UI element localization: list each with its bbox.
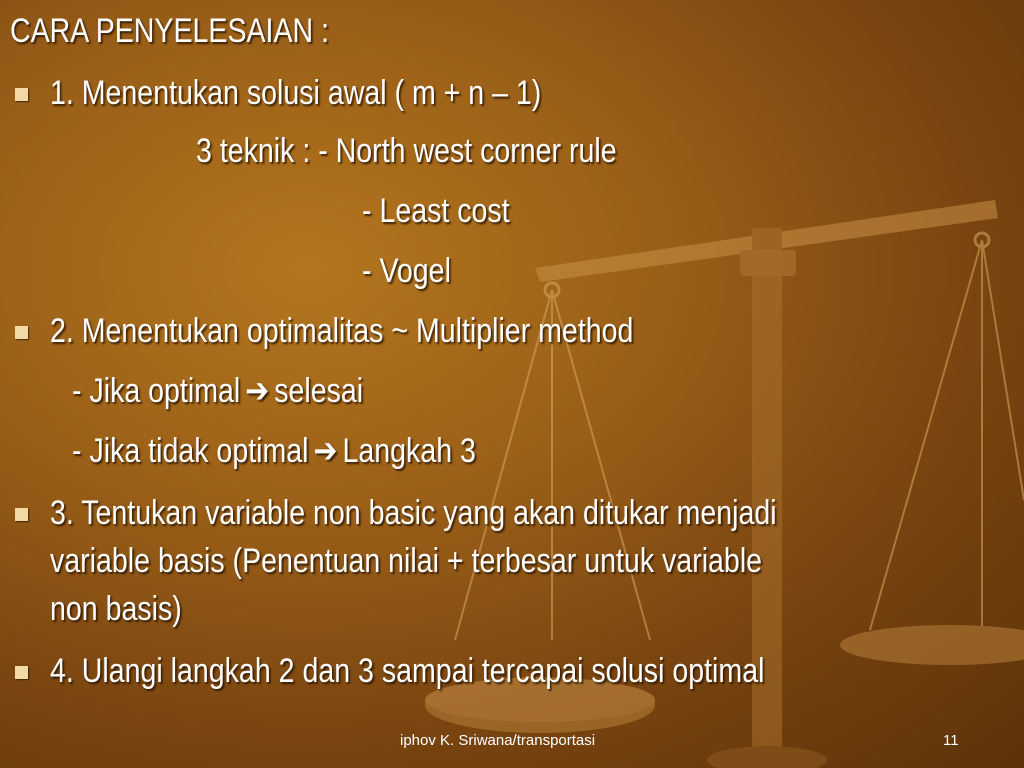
slide-number: 11: [943, 732, 959, 749]
right-arrow-icon: ➔: [245, 372, 270, 410]
bullet-icon: [15, 326, 28, 339]
if-optimal-line: [72, 368, 363, 414]
technique-least-cost-text: - Least cost: [362, 192, 510, 230]
step-3-line-1: 3. Tentukan variable non basic yang akan ditukar menjadi: [50, 494, 777, 532]
slide-title: CARA PENYELESAIAN :: [10, 12, 330, 50]
step-1-text: 1. Menentukan solusi awal ( m + n – 1): [50, 74, 542, 112]
if-optimal-result: selesai: [274, 372, 364, 410]
step-3-line-3: non basis): [50, 590, 182, 628]
if-optimal-label: - Jika optimal: [72, 372, 241, 410]
technique-vogel-text: - Vogel: [362, 252, 451, 290]
step-4-text: 4. Ulangi langkah 2 dan 3 sampai tercapai solusi optimal: [50, 652, 765, 690]
step-3-line-2: variable basis (Penentuan nilai + terbesar untuk variable: [50, 542, 763, 580]
if-not-optimal-label: - Jika tidak optimal: [72, 432, 309, 470]
footer-author: iphov K. Sriwana/transportasi: [400, 732, 596, 749]
right-arrow-icon: ➔: [313, 432, 338, 470]
if-not-optimal-result: Langkah 3: [342, 432, 476, 470]
step-2-text: 2. Menentukan optimalitas ~ Multiplier method: [50, 312, 634, 350]
if-not-optimal-line: [72, 428, 476, 474]
bullet-icon: [15, 88, 28, 101]
bullet-icon: [15, 666, 28, 679]
technique-north-west-text: 3 teknik : - North west corner rule: [196, 132, 617, 170]
bullet-icon: [15, 508, 28, 521]
